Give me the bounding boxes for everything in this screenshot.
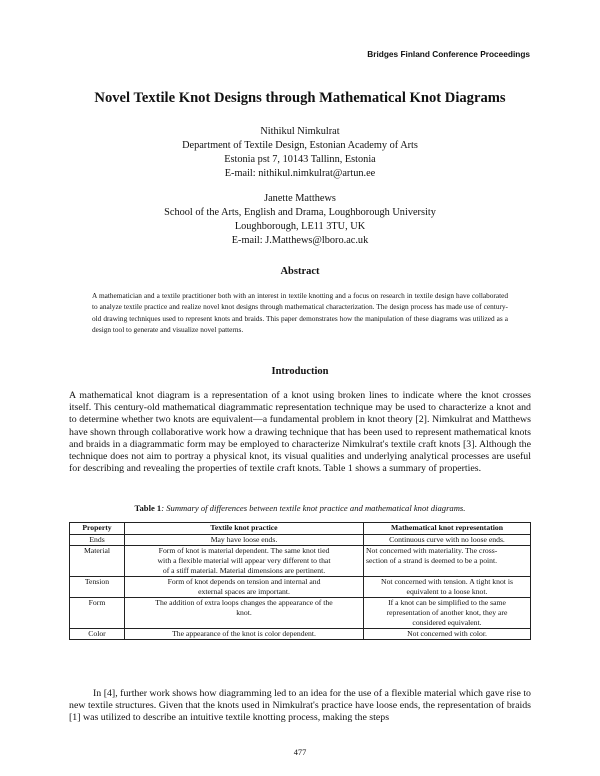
table-row [70,598,531,629]
author-name: Janette Matthews [264,193,336,204]
running-head: Bridges Finland Conference Proceedings [367,49,530,59]
introduction-heading: Introduction [271,366,329,377]
paper-title: Novel Textile Knot Designs through Mathematical Knot Diagrams [94,90,506,106]
cell-property: Ends [70,535,125,546]
header-math: Mathematical knot representation [364,523,531,535]
cell-textile [125,546,364,577]
author-block-2 [0,192,600,248]
header-textile: Textile knot practice [125,523,364,535]
cell-line: If a knot can be simplified to the same [388,598,506,607]
table-row [70,577,531,598]
author-block-1 [0,125,600,181]
author-email: E-mail: nithikul.nimkulrat@artun.ee [224,168,376,179]
cell-line: representation of another knot, they are [386,608,508,617]
cell-property: Material [70,546,125,577]
cell-math [364,546,531,577]
cell-line: The addition of extra loops changes the appearance of the [155,598,333,607]
cell-line: external spaces are important. [198,587,290,596]
introduction-paragraph-1: A mathematical knot diagram is a representation of a knot using broken lines to indicate where the knot crosses itself. This century-old mathematical diagrammatic representation technique may be used to characterize a knot and to determine whether two knots are equivalent—a fundamental problem in knot theory [2]. Nimkulrat and Matthews have shown through collaborative work how a drawing technique that has been used to represent mathematical knots and braids in a diagrammatic form may be employed to characterize Nimkulrat's textile craft knots [3]. Although the technique does not aim to portray a physical knot, its visual qualities and underlying analytical processes are useful for describing and revealing the properties of textile craft knots. Table 1 shows a summary of properties. [69,390,531,475]
cell-line: Not concerned with tension. A tight knot is [381,577,513,586]
table-caption-label: Table 1 [134,503,162,513]
author-address: Estonia pst 7, 10143 Tallinn, Estonia [224,154,376,165]
author-name: Nithikul Nimkulrat [260,126,340,137]
cell-line: Not concerned with color. [407,629,487,638]
abstract-heading: Abstract [280,266,320,277]
table-header-row [70,523,531,535]
cell-line: equivalent to a loose knot. [406,587,488,596]
cell-math [364,535,531,546]
cell-math [364,577,531,598]
cell-line: Form of knot is material dependent. The same knot tied [158,546,330,555]
cell-textile [125,598,364,629]
cell-line: knot. [236,608,252,617]
abstract-text: A mathematician and a textile practitioner both with an interest in textile knotting and a focus on research in textile design have collaborated to analyze textile practice and realize novel knot designs through mathematical characterization. The design process has made use of century-old drawing techniques used to represent knots and braids. This paper demonstrates how the manipulation of these diagrams was utilized as a design tool to generate and visualize novel patterns. [92,291,508,334]
cell-line: with a flexible material will appear very different to that [157,556,331,565]
table-row [70,535,531,546]
cell-line: Form of knot depends on tension and internal and [167,577,321,586]
cell-line: May have loose ends. [210,535,278,544]
cell-math [364,598,531,629]
cell-textile [125,535,364,546]
introduction-paragraph-2: In [4], further work shows how diagramming led to an idea for the use of a flexible material which gave rise to new textile structures. Given that the knots used in Nimkulrat's practice have loose ends, the representation of braids [1] was utilized to describe an intuitive textile knotting process, making the steps [69,688,531,724]
cell-line: of a stiff material. Material dimensions are pertinent. [162,566,326,575]
cell-math [364,629,531,640]
table-row [70,546,531,577]
header-property: Property [70,523,125,535]
author-address: Loughborough, LE11 3TU, UK [234,221,366,232]
cell-property: Color [70,629,125,640]
summary-table [69,522,531,640]
author-email: E-mail: J.Matthews@lboro.ac.uk [231,235,369,246]
cell-line: section of a strand is deemed to be a point. [366,556,498,565]
page-number: 477 [293,748,307,757]
table-caption-text: : Summary of differences between textile knot practice and mathematical knot diagrams. [161,503,466,513]
cell-line: The appearance of the knot is color dependent. [172,629,316,638]
cell-property: Tension [70,577,125,598]
cell-property: Form [70,598,125,629]
table-caption [0,503,600,513]
author-department: Department of Textile Design, Estonian Academy of Arts [182,140,418,151]
author-department: School of the Arts, English and Drama, Loughborough University [164,207,436,218]
cell-line: considered equivalent. [412,618,482,627]
cell-line: Continuous curve with no loose ends. [389,535,505,544]
cell-textile [125,629,364,640]
cell-line: Not concerned with materiality. The cross- [366,546,498,555]
table-row [70,629,531,640]
cell-textile [125,577,364,598]
